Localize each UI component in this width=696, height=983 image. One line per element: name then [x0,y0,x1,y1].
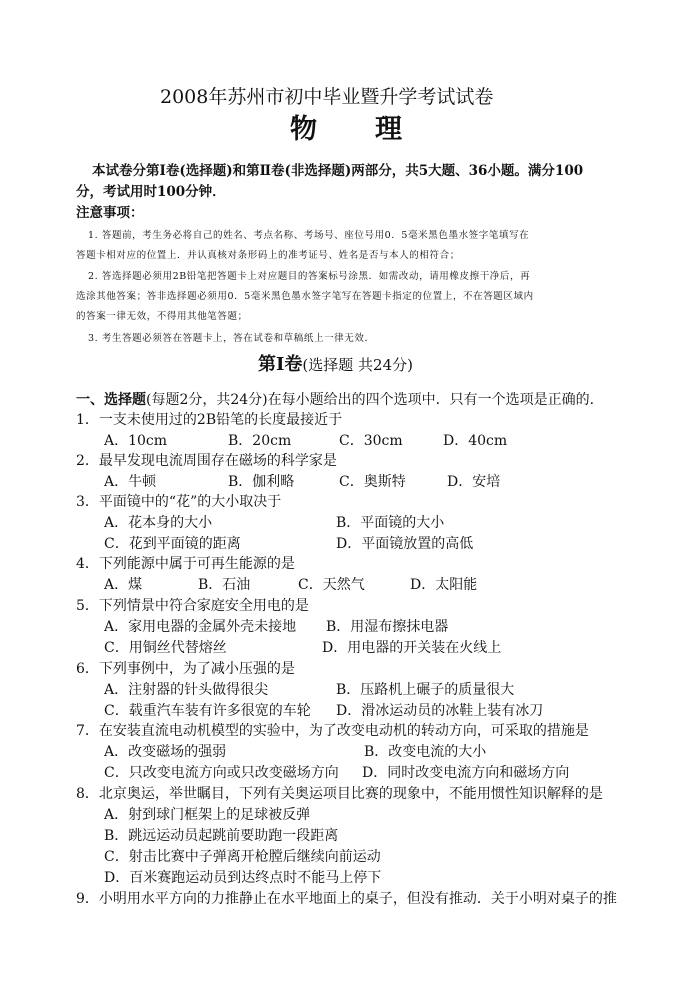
option: B．平面镜的大小 [336,515,445,531]
section-title: 第Ⅰ卷 [258,354,303,375]
option: B．20cm [228,433,292,449]
subject-title: 物理 [290,114,460,145]
option: A．改变磁场的强弱 [104,744,227,760]
option: A．射到球门框架上的足球被反弹 [104,807,311,823]
option: C．用铜丝代替熔丝 [104,640,227,656]
option: D．平面镜放置的高低 [336,536,474,552]
notice-heading: 注意事项： [76,205,144,221]
question-text: 6．下列事例中，为了减小压强的是 [76,661,295,677]
option: A．10cm [104,433,168,449]
option: A．注射器的针头做得很尖 [104,682,269,698]
question-text: 1．一支未使用过的2B铅笔的长度最接近于 [76,412,343,428]
exam-title: 2008年苏州市初中毕业暨升学考试试卷 [160,86,494,108]
question-text: 4．下列能源中属于可再生能源的是 [76,556,295,572]
option: D．百米赛跑运动员到达终点时不能马上停下 [104,870,382,886]
section-subtitle: (选择题 共24分) [302,356,413,374]
part-instruction: (每题2分，共24分)在每小题给出的四个选项中．只有一个选项是正确的． [146,392,604,408]
notice-line: 1. 答题前，考生务必将自己的姓名、考点名称、考场号、座位号用0．5毫米黑色墨水签字笔填写在 [88,230,530,241]
intro-line-1: 本试卷分第Ⅰ卷(选择题)和第Ⅱ卷(非选择题)两部分，共5大题、36小题。满分100 [92,163,584,179]
option: A．牛顿 [104,474,157,490]
notice-line: 3. 考生答题必须答在答题卡上，答在试卷和草稿纸上一律无效． [88,333,375,344]
question-text: 7．在安装直流电动机模型的实验中，为了改变电动机的转动方向，可采取的措施是 [76,723,589,739]
notice-line: 答题卡相对应的位置上．并认真核对条形码上的准考证号、姓名是否与本人的相符合； [76,250,460,261]
notice-line: 2. 答选择题必须用2B铅笔把答题卡上对应题目的答案标号涂黑．如需改动，请用橡皮擦干净后，再 [88,271,531,282]
option: D．安培 [447,474,501,490]
part-heading [76,391,604,409]
option: B．压路机上碾子的质量很大 [336,682,515,698]
section-heading [258,356,413,374]
intro-line-2: 分，考试用时100分钟． [76,184,226,200]
option: D．同时改变电流方向和磁场方向 [362,765,570,781]
option: D．滑冰运动员的冰鞋上装有冰刀 [336,703,544,719]
part-title: 一、选择题 [76,392,146,408]
option: C．天然气 [298,577,365,593]
question-text: 5．下列情景中符合家庭安全用电的是 [76,598,309,614]
option: C．奥斯特 [339,474,406,490]
option: A．家用电器的金属外壳未接地 [104,619,297,635]
option: B．改变电流的大小 [364,744,487,760]
option: B．跳远运动员起跳前要助跑一段距离 [104,828,339,844]
notice-line: 的答案一律无效，不得用其他笔答题； [76,311,248,322]
option: C．30cm [339,433,403,449]
question-text: 9．小明用水平方向的力推静止在水平地面上的桌子，但没有推动．关于小明对桌子的推 [76,891,617,907]
question-text: 2．最早发现电流周围存在磁场的科学家是 [76,453,337,469]
option: D．太阳能 [410,577,478,593]
option: B．石油 [198,577,251,593]
option: D．40cm [443,433,508,449]
option: B．伽利略 [228,474,295,490]
option: D．用电器的开关装在火线上 [322,640,502,656]
option: C．载重汽车装有许多很宽的车轮 [104,703,311,719]
option: A．花本身的大小 [104,515,213,531]
question-text: 8．北京奥运，举世瞩目，下列有关奥运项目比赛的现象中，不能用惯性知识解释的是 [76,786,603,802]
option: C．只改变电流方向或只改变磁场方向 [104,765,339,781]
option: C．射击比赛中子弹离开枪膛后继续向前运动 [104,849,381,865]
option: A．煤 [104,577,143,593]
option: C．花到平面镜的距离 [104,536,241,552]
question-text: 3．平面镜中的“花”的大小取决于 [76,494,282,510]
notice-line: 选涂其他答案；答非选择题必须用0．5毫米黑色墨水签字笔写在答题卡指定的位置上，不在答题区域内 [76,291,534,302]
option: B．用湿布擦抹电器 [326,619,449,635]
